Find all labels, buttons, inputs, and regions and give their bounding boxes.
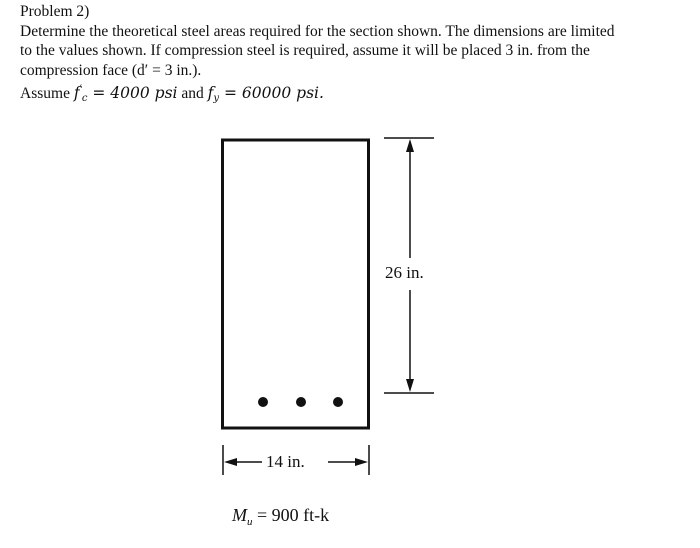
moment-label: [232, 505, 329, 528]
fc-value: = 4000 psi: [87, 84, 178, 102]
rebar-middle: [296, 397, 306, 407]
width-dimension-label: 14 in.: [266, 452, 305, 471]
moment-subscript: u: [247, 516, 253, 528]
problem-line-1: Determine the theoretical steel areas required for the section shown. The dimensions are limited: [20, 22, 615, 40]
fc-subscript: c: [81, 93, 88, 104]
moment-symbol: M: [232, 505, 247, 525]
moment-value: = 900 ft-k: [252, 505, 330, 525]
beam-section-outline: [223, 140, 369, 428]
problem-heading: Problem 2): [20, 3, 90, 20]
fc-prime: ′: [79, 84, 82, 95]
height-dimension-label: 26 in.: [385, 263, 424, 282]
rebar-right: [333, 397, 343, 407]
problem-line-2: to the values shown. If compression steel is required, assume it will be placed 3 in. from the: [20, 42, 590, 59]
and-text: and: [177, 85, 208, 102]
height-arrow-up-icon: [406, 139, 414, 152]
fc-letter: f: [73, 84, 80, 102]
rebar-left: [258, 397, 268, 407]
fy-subscript: y: [213, 93, 220, 104]
width-arrow-left-icon: [224, 458, 237, 466]
fy-value: = 60000 psi.: [219, 84, 324, 102]
height-arrow-down-icon: [406, 379, 414, 392]
problem-line-3: compression face (d′ = 3 in.).: [20, 61, 202, 79]
assume-prefix: Assume: [20, 85, 74, 102]
fy-letter: f: [207, 84, 214, 102]
width-arrow-right-icon: [355, 458, 368, 466]
